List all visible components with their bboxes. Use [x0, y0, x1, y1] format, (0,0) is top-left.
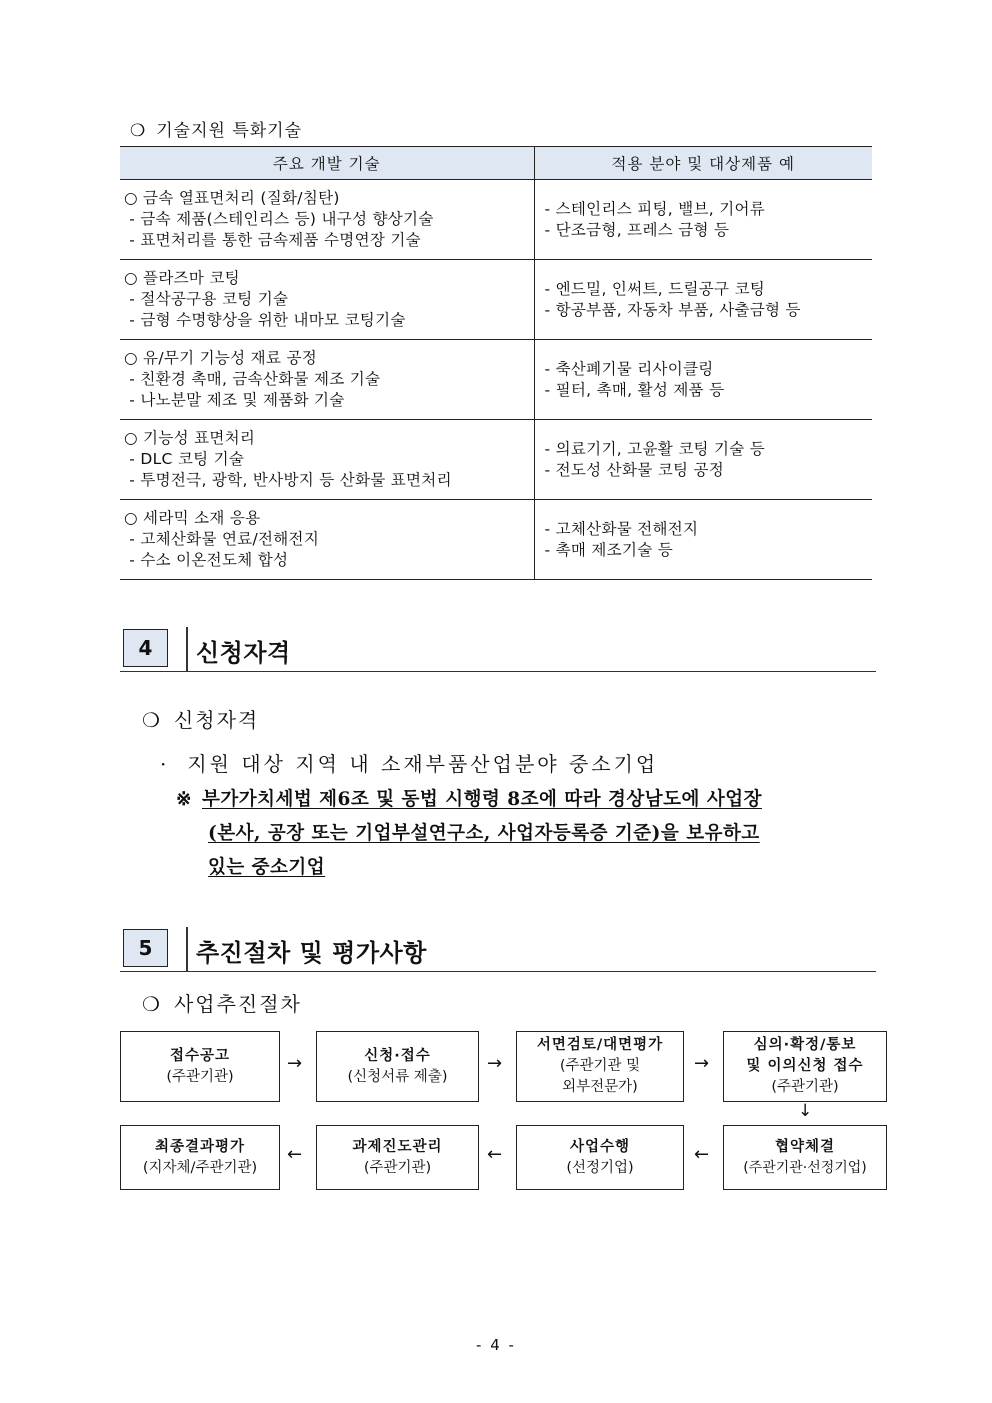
tech-line: - 표면처리를 통한 금속제품 수명연장 기술	[124, 231, 421, 249]
circle-bullet-icon: ❍	[130, 121, 147, 141]
note-line: (본사, 공장 또는 기업부설연구소, 사업자등록증 기준)을 보유하고	[208, 823, 760, 844]
section-number: 4	[123, 629, 168, 667]
section-title: 추진절차 및 평가사항	[196, 939, 427, 967]
section-title: 신청자격	[196, 639, 291, 667]
application-line: - 항공부품, 자동차 부품, 사출금형 등	[544, 300, 801, 319]
tech-line: - 금속 제품(스테인리스 등) 내구성 향상기술	[124, 210, 434, 228]
arrow-right-icon: →	[487, 1053, 503, 1074]
note-mark: ※	[176, 789, 193, 810]
arrow-down-icon: ↓	[798, 1101, 813, 1121]
flow-step-application: 신청·접수 (신청서류 제출)	[316, 1031, 479, 1102]
flow-step-progress-management: 과제진도관리 (주관기관)	[316, 1125, 479, 1190]
table-row	[120, 260, 872, 340]
flow-step-deliberation: 심의·확정/통보 및 이의신청 접수 (주관기관)	[723, 1031, 887, 1102]
tech-line: ○ 유/무기 기능성 재료 공정	[124, 349, 317, 367]
arrow-left-icon: ←	[487, 1144, 503, 1165]
eligibility-note	[176, 783, 876, 885]
tech-cell	[120, 500, 534, 580]
tech-line: - DLC 코팅 기술	[124, 450, 245, 468]
tech-line: ○ 플라즈마 코팅	[124, 269, 240, 287]
tech-cell	[120, 260, 534, 340]
tech-table	[120, 146, 872, 580]
application-line: - 스테인리스 피팅, 밸브, 기어류	[544, 199, 766, 218]
application-line: - 전도성 산화물 코팅 공정	[544, 460, 725, 479]
application-line: - 촉매 제조기술 등	[544, 540, 673, 559]
header-dev-tech: 주요 개발 기술	[120, 147, 534, 180]
tech-line: ○ 금속 열표면처리 (질화/침탄)	[124, 189, 340, 207]
eligibility-item: · 지원 대상 지역 내 소재부품산업분야 중소기업	[160, 752, 659, 776]
table-header-row	[120, 147, 872, 180]
section-divider	[186, 927, 188, 972]
tech-line: ○ 기능성 표면처리	[124, 429, 256, 447]
flow-step-execution: 사업수행 (선정기업)	[516, 1125, 684, 1190]
procedure-subtitle: ❍ 사업추진절차	[142, 992, 302, 1016]
section-5-header	[120, 927, 876, 972]
tech-line: ○ 세라믹 소재 응용	[124, 509, 261, 527]
flow-step-announcement: 접수공고 (주관기관)	[120, 1031, 280, 1102]
circle-bullet-icon: ❍	[142, 708, 162, 732]
application-line: - 엔드밀, 인써트, 드릴공구 코팅	[544, 279, 766, 298]
table-row	[120, 420, 872, 500]
tech-line: - 절삭공구용 코팅 기술	[124, 290, 289, 308]
application-line: - 필터, 촉매, 활성 제품 등	[544, 380, 725, 399]
flow-step-review: 서면검토/대면평가 (주관기관 및 외부전문가)	[516, 1031, 684, 1102]
application-line: - 의료기기, 고윤활 코팅 기술 등	[544, 439, 766, 458]
tech-cell	[120, 340, 534, 420]
page-number: - 4 -	[476, 1336, 516, 1354]
application-cell	[534, 340, 872, 420]
application-line: - 단조금형, 프레스 금형 등	[544, 220, 730, 239]
tech-cell	[120, 420, 534, 500]
arrow-right-icon: →	[694, 1053, 710, 1074]
application-cell	[534, 420, 872, 500]
tech-section-title: ❍ 기술지원 특화기술	[130, 121, 303, 141]
tech-line: - 고체산화물 연료/전해전지	[124, 530, 320, 548]
table-row	[120, 500, 872, 580]
section-4-header	[120, 627, 876, 672]
tech-cell	[120, 180, 534, 260]
table-row	[120, 340, 872, 420]
section-number: 5	[123, 929, 168, 967]
tech-line: - 나노분말 제조 및 제품화 기술	[124, 391, 345, 409]
note-line: ※ 부가가치세법 제6조 및 동법 시행령 8조에 따라 경상남도에 사업장	[176, 789, 762, 810]
table-row	[120, 180, 872, 260]
eligibility-subtitle: ❍ 신청자격	[142, 708, 260, 732]
dot-bullet: ·	[160, 752, 170, 776]
application-cell	[534, 260, 872, 340]
tech-line: - 금형 수명향상을 위한 내마모 코팅기술	[124, 311, 406, 329]
flow-step-final-evaluation: 최종결과평가 (지자체/주관기관)	[120, 1125, 280, 1190]
flow-step-agreement: 협약체결 (주관기관·선정기업)	[723, 1125, 887, 1190]
application-line: - 축산폐기물 리사이클링	[544, 359, 714, 378]
application-cell	[534, 500, 872, 580]
tech-line: - 친환경 촉매, 금속산화물 제조 기술	[124, 370, 381, 388]
arrow-left-icon: ←	[287, 1144, 303, 1165]
tech-line: - 투명전극, 광학, 반사방지 등 산화물 표면처리	[124, 471, 452, 489]
note-line: 있는 중소기업	[208, 857, 326, 878]
application-line: - 고체산화물 전해전지	[544, 519, 699, 538]
circle-bullet-icon: ❍	[142, 992, 162, 1016]
tech-line: - 수소 이온전도체 합성	[124, 551, 289, 569]
application-cell	[534, 180, 872, 260]
arrow-left-icon: ←	[694, 1144, 710, 1165]
section-divider	[186, 627, 188, 672]
arrow-right-icon: →	[287, 1053, 303, 1074]
header-application: 적용 분야 및 대상제품 예	[534, 147, 872, 180]
